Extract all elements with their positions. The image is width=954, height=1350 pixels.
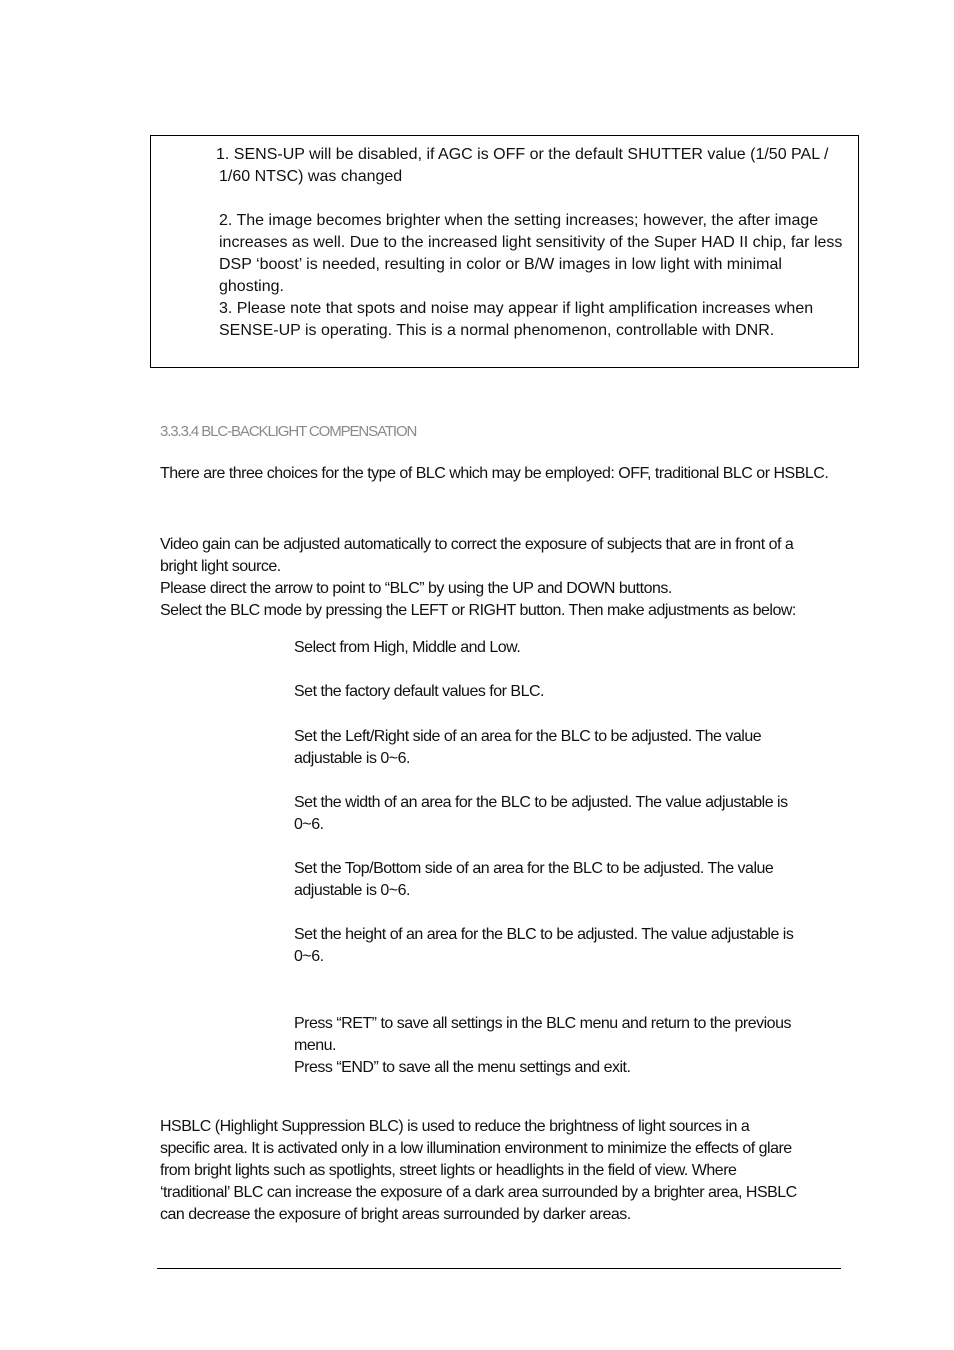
note-2 [219, 210, 849, 298]
setting-v-position [294, 858, 844, 902]
setting-height [294, 924, 844, 968]
setting-h-position-line-2: adjustable is 0~6. [294, 750, 410, 767]
note-3 [219, 298, 849, 342]
blc-description-line-1: Video gain can be adjusted automatically to correct the exposure of subjects that are in front of a [160, 536, 794, 553]
setting-h-position [294, 726, 844, 770]
hsblc-line-2: specific area. It is activated only in a low illumination environment to minimize the effects of glare [160, 1140, 792, 1157]
setting-end: Press “END” to save all the menu settings and exit. [294, 1059, 631, 1076]
hsblc-line-4: ‘traditional’ BLC can increase the exposure of a dark area surrounded by a brighter area, HSBLC [160, 1184, 797, 1201]
setting-default: Set the factory default values for BLC. [294, 683, 544, 700]
setting-level: Select from High, Middle and Low. [294, 639, 521, 656]
hsblc-line-3: from bright lights such as spotlights, street lights or headlights in the field of view. Where [160, 1162, 737, 1179]
setting-v-position-line-2: adjustable is 0~6. [294, 882, 410, 899]
setting-return-line-1: Press “RET” to save all settings in the BLC menu and return to the previous [294, 1015, 791, 1032]
blc-intro: There are three choices for the type of BLC which may be employed: OFF, traditional BLC or HSBLC. [160, 465, 829, 482]
setting-height-line-1: Set the height of an area for the BLC to be adjusted. The value adjustable is [294, 926, 794, 943]
setting-return [294, 1013, 844, 1079]
note-2-line-2: increases as well. Due to the increased light sensitivity of the Super HAD II chip, far less [219, 234, 843, 251]
setting-width [294, 792, 844, 836]
footer-rule [157, 1268, 841, 1269]
blc-description-line-3: Please direct the arrow to point to “BLC” by using the UP and DOWN buttons. [160, 580, 672, 597]
note-2-line-1: 2. The image becomes brighter when the setting increases; however, the after image [219, 212, 819, 229]
note-1 [216, 144, 846, 188]
blc-description [160, 534, 850, 622]
setting-width-line-1: Set the width of an area for the BLC to be adjusted. The value adjustable is [294, 794, 788, 811]
note-3-line-2: SENSE-UP is operating. This is a normal phenomenon, controllable with DNR. [219, 322, 775, 339]
hsblc-description [160, 1116, 850, 1226]
note-1-line-1: 1. SENS-UP will be disabled, if AGC is OFF or the default SHUTTER value (1/50 PAL / [216, 146, 829, 163]
setting-h-position-line-1: Set the Left/Right side of an area for the BLC to be adjusted. The value [294, 728, 762, 745]
section-heading: 3.3.3.4 BLC-BACKLIGHT COMPENSATION [160, 423, 417, 440]
note-3-line-1: 3. Please note that spots and noise may appear if light amplification increases when [219, 300, 814, 317]
setting-return-line-2: menu. [294, 1037, 336, 1054]
blc-description-line-4: Select the BLC mode by pressing the LEFT or RIGHT button. Then make adjustments as below: [160, 602, 796, 619]
note-box [150, 135, 859, 368]
setting-height-line-2: 0~6. [294, 948, 324, 965]
hsblc-line-5: can decrease the exposure of bright areas surrounded by darker areas. [160, 1206, 631, 1223]
setting-v-position-line-1: Set the Top/Bottom side of an area for the BLC to be adjusted. The value [294, 860, 774, 877]
blc-description-line-2: bright light source. [160, 558, 281, 575]
note-2-line-3: DSP ‘boost’ is needed, resulting in color or B/W images in low light with minimal ghosting. [219, 256, 782, 295]
note-1-line-2: 1/60 NTSC) was changed [219, 168, 403, 185]
hsblc-line-1: HSBLC (Highlight Suppression BLC) is used to reduce the brightness of light sources in a [160, 1118, 750, 1135]
setting-width-line-2: 0~6. [294, 816, 324, 833]
